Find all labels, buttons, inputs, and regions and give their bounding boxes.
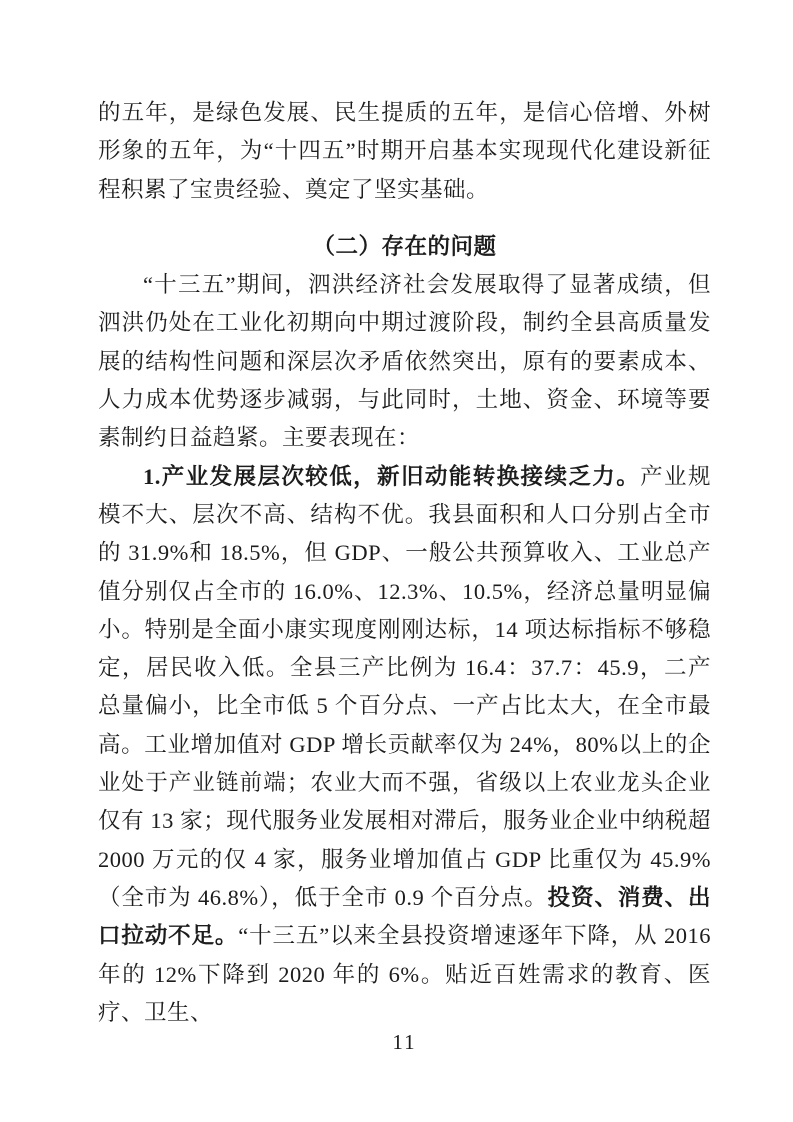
emphasis-text: 1.产业发展层次较低，新旧动能转换接续乏力。 (143, 463, 641, 489)
paragraph (98, 458, 711, 1032)
emphasis-text: 投资、消费、出口拉动不足。 (98, 884, 711, 949)
document-body (98, 94, 711, 1032)
body-text: 的五年，是绿色发展、民生提质的五年，是信心倍增、外树形象的五年，为“十四五”时期开启基本实现现代化建设新征程积累了宝贵经验、奠定了坚实基础。 (98, 100, 711, 202)
page-footer (98, 1030, 711, 1055)
emphasis-text: （二）存在的问题 (312, 233, 497, 259)
page-number: 11 (392, 1030, 417, 1054)
paragraph (98, 94, 711, 209)
paragraph (98, 266, 711, 457)
body-text: 产业规模不大、层次不高、结构不优。我县面积和人口分别占全市的 31.9%和 18.5%，但 GDP、一般公共预算收入、工业总产值分别仅占全市的 16.0%、12.3%、10.5%，经济总量明显偏小。特别是全面小康实现度刚刚达标，14 项达标指标不够稳定，居民收入低。全县三产比例为 16.4：37.7：45.9，二产总量偏小，比全市低 5 个百分点、一产占比太大，在全市最高。工业增加值对 GDP 增长贡献率仅为 24%，80%以上的企业处于产业链前端；农业大而不强，省级以上农业龙头企业仅有 13 家；现代服务业发展相对滞后，服务业企业中纳税超 2000 万元的仅 4 家，服务业增加值占 GDP 比重仅为 45.9%（全市为 46.8%），低于全市 0.9 个百分点。 (98, 463, 711, 910)
section-heading (98, 228, 711, 266)
body-text: “十三五”以来全县投资增速逐年下降，从 2016 年的 12%下降到 2020 年的 6%。贴近百姓需求的教育、医疗、卫生、 (98, 923, 711, 1025)
body-text: “十三五”期间，泗洪经济社会发展取得了显著成绩，但泗洪仍处在工业化初期向中期过渡阶段，制约全县高质量发展的结构性问题和深层次矛盾依然突出，原有的要素成本、人力成本优势逐步减弱，与此同时，土地、资金、环境等要素制约日益趋紧。主要表现在： (98, 272, 711, 451)
